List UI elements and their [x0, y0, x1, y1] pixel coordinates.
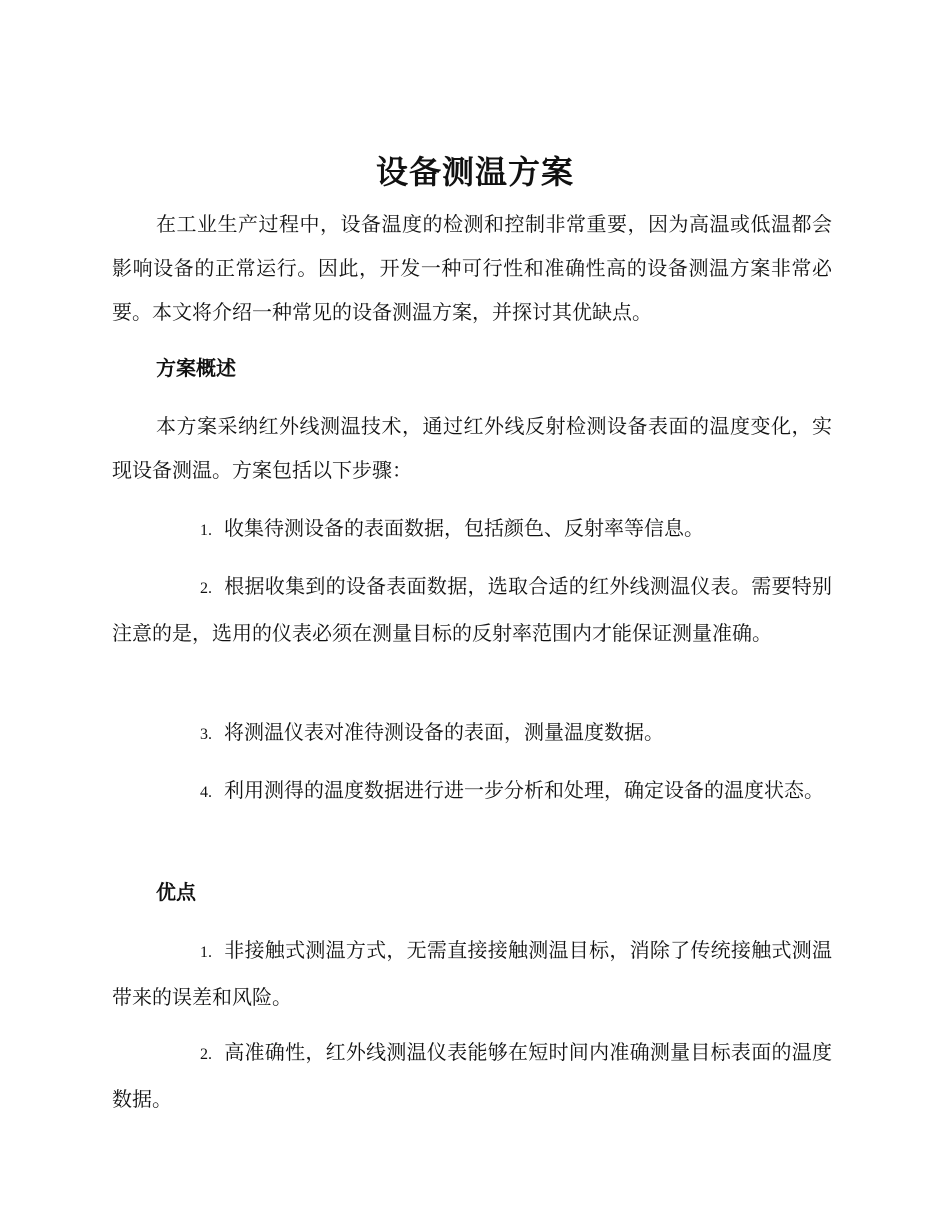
- list-item-text: 非接触式测温方式，无需直接接触测温目标，消除了传统接触式测温带来的误差和风险。: [112, 938, 832, 1009]
- list-item-text: 收集待测设备的表面数据，包括颜色、反射率等信息。: [224, 516, 704, 540]
- list-number: 4.: [200, 784, 212, 801]
- list-number: 1.: [200, 944, 212, 961]
- intro-paragraph: 在工业生产过程中，设备温度的检测和控制非常重要，因为高温或低温都会影响设备的正常运行。因此，开发一种可行性和准确性高的设备测温方案非常必要。本文将介绍一种常见的设备测温方案，并探讨其优缺点。: [112, 212, 832, 324]
- list-number: 1.: [200, 522, 212, 539]
- list-item: [112, 768, 832, 815]
- document-title: 设备测温方案: [375, 153, 574, 191]
- section-heading-overview: 方案概述: [156, 356, 236, 380]
- overview-paragraph: 本方案采纳红外线测温技术，通过红外线反射检测设备表面的温度变化，实现设备测温。方案包括以下步骤：: [112, 414, 832, 482]
- list-item: [112, 564, 832, 655]
- list-item-text: 高准确性，红外线测温仪表能够在短时间内准确测量目标表面的温度数据。: [112, 1040, 832, 1111]
- list-item: [112, 928, 832, 1019]
- list-item-text: 将测温仪表对准待测设备的表面，测量温度数据。: [224, 720, 664, 744]
- section-heading-advantages: 优点: [156, 880, 196, 904]
- list-item-text: 根据收集到的设备表面数据，选取合适的红外线测温仪表。需要特别注意的是，选用的仪表必须在测量目标的反射率范围内才能保证测量准确。: [112, 574, 832, 645]
- list-number: 2.: [200, 580, 212, 597]
- list-item: [112, 1030, 832, 1121]
- list-number: 3.: [200, 726, 212, 743]
- list-item-text: 利用测得的温度数据进行进一步分析和处理，确定设备的温度状态。: [224, 778, 824, 802]
- list-item: [112, 506, 832, 553]
- list-item: [112, 710, 832, 757]
- list-number: 2.: [200, 1046, 212, 1063]
